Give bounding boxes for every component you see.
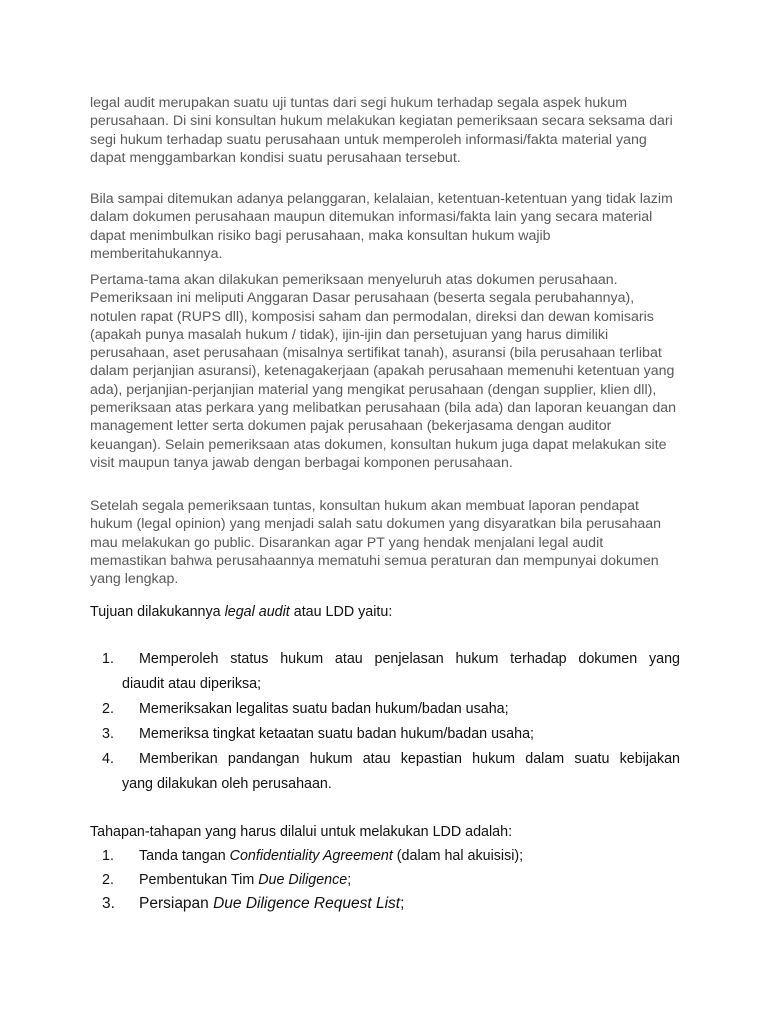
paragraph-findings: Bila sampai ditemukan adanya pelanggaran, kelalaian, ketentuan-ketentuan yang tidak lazim dalam dokumen perusahaan maupun ditemukan informasi/fakta lain yang secara material dapat menimbulkan risiko bagi perusahaan, maka konsultan hukum wajib memberitahukannya. [90, 191, 673, 262]
paragraph-intro: legal audit merupakan suatu uji tuntas dari segi hukum terhadap segala aspek hukum perusahaan. Di sini konsultan hukum melakukan kegiatan pemeriksaan secara seksama dari segi hukum terhadap suatu perusahaan untuk memperoleh informasi/fakta material yang dapat menggambarkan kondisi suatu perusahaan tersebut. [90, 95, 673, 166]
tahapan-heading: Tahapan-tahapan yang harus dilalui untuk melakukan LDD adalah: [90, 824, 513, 840]
tahapan-list [90, 844, 690, 916]
list-item: 3. Memeriksa tingkat ketaatan suatu badan hukum/badan usaha; [102, 726, 535, 742]
paragraph-examination: Pertama-tama akan dilakukan pemeriksaan menyeluruh atas dokumen perusahaan. Pemeriksaan ini meliputi Anggaran Dasar perusahaan (beserta segala perubahannya), notulen rapat (RUPS dll), komposisi saham dan permodalan, direksi dan dewan komisaris (apakah punya masalah hukum / tidak), ijin-ijin dan persetujuan yang harus dimiliki perusahaan, aset perusahaan (misalnya sertifikat tanah), asuransi (bila perusahaan terlibat dalam perjanjian asuransi), ketenagakerjaan (apakah perusahaan memenuhi ketentuan yang ada), perjanjian-perjanjian material yang mengikat perusahaan (dengan supplier, klien dll), pemeriksaan atas perkara yang melibatkan perusahaan (bila ada) dan laporan keuangan dan management letter serta dokumen pajak perusahaan (bekerjasama dengan auditor keuangan). Selain pemeriksaan atas dokumen, konsultan hukum juga dapat melakukan site visit maupun tanya jawab dengan berbagai komponen perusahaan. [90, 272, 677, 471]
list-item: 1. Tanda tangan Confidentiality Agreement (dalam hal akuisisi); [102, 848, 524, 864]
list-item: 4. Memberikan pandangan hukum atau kepastian hukum dalam suatu kebijakan yang dilakukan oleh perusahaan. [102, 751, 680, 792]
paragraph-legal-opinion: Setelah segala pemeriksaan tuntas, konsultan hukum akan membuat laporan pendapat hukum (legal opinion) yang menjadi salah satu dokumen yang disyaratkan bila perusahaan mau melakukan go public. Disarankan agar PT yang hendak menjalani legal audit memastikan bahwa perusahaannya mematuhi semua peraturan dan mempunyai dokumen yang lengkap. [90, 498, 662, 588]
tujuan-list [90, 647, 680, 797]
list-item: 1. Memperoleh status hukum atau penjelasan hukum terhadap dokumen yang diaudit atau diperiksa; [102, 651, 680, 692]
list-item: 2. Pembentukan Tim Due Diligence; [102, 872, 352, 888]
list-item: 2. Memeriksakan legalitas suatu badan hukum/badan usaha; [102, 701, 509, 717]
tujuan-heading: Tujuan dilakukannya legal audit atau LDD yaitu: [90, 604, 393, 620]
list-item: 3. Persiapan Due Diligence Request List; [102, 895, 405, 912]
